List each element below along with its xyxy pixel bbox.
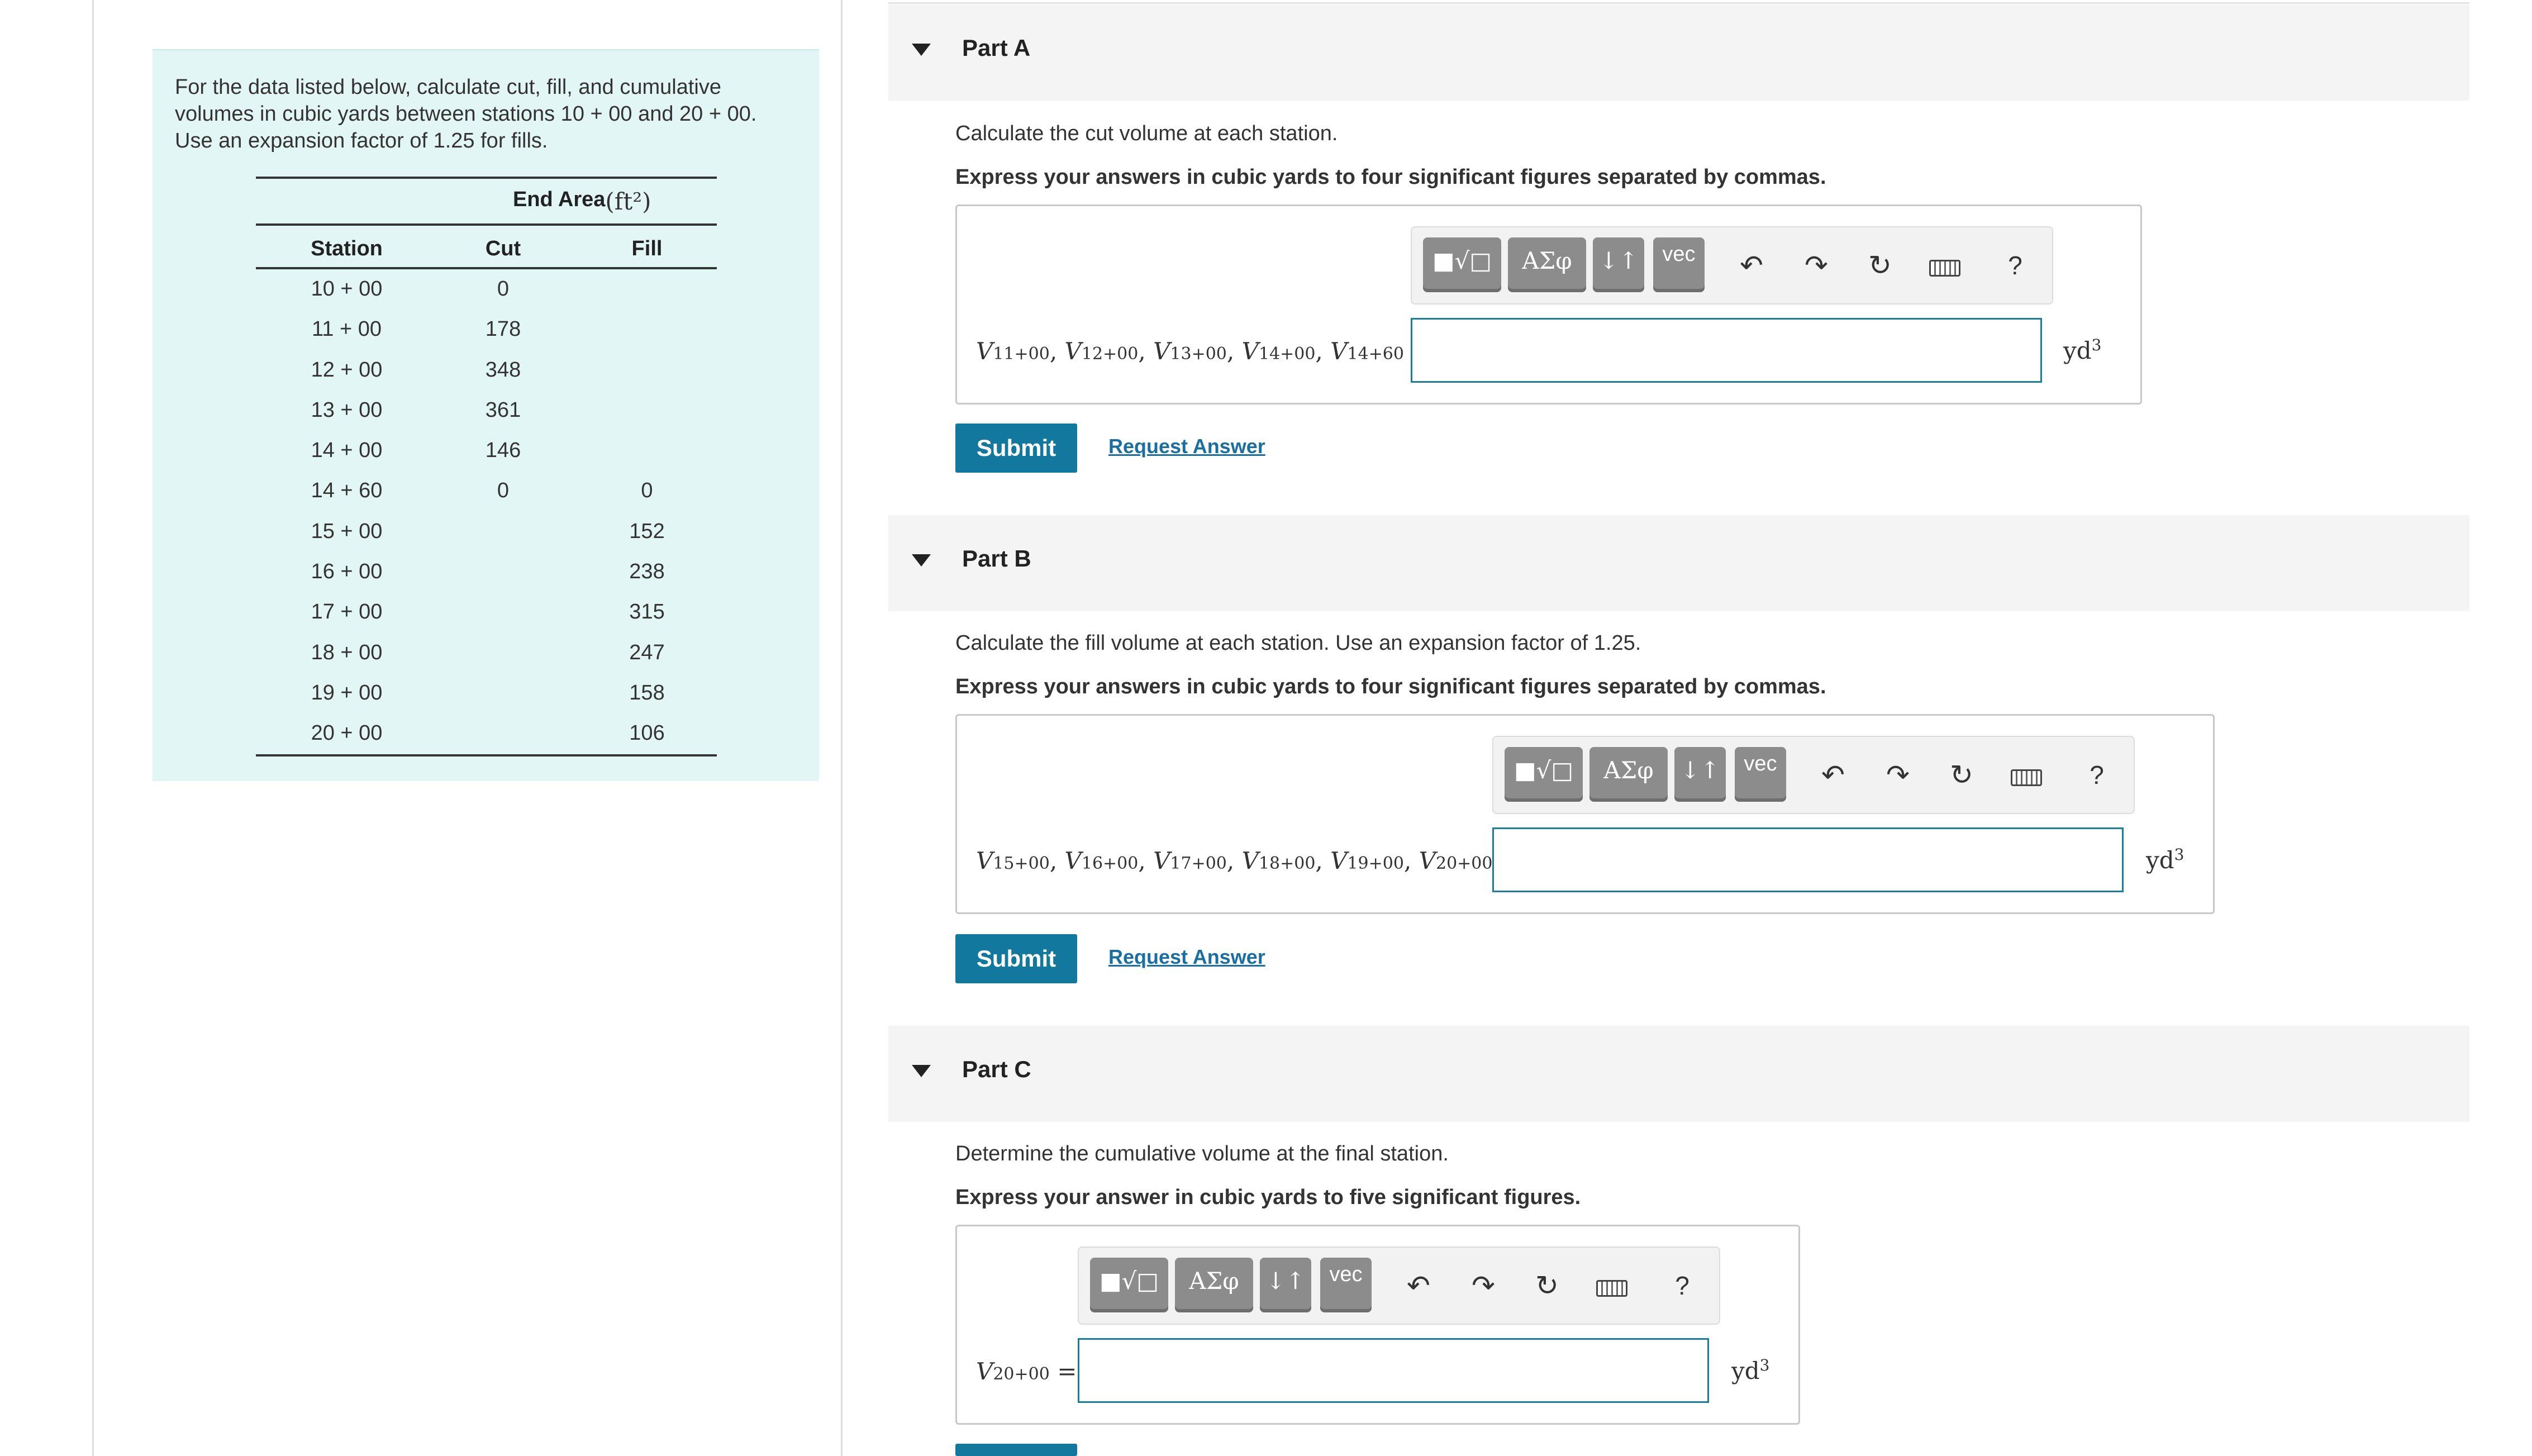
col-header-station: Station (311, 237, 383, 260)
fill-cell: 158 (629, 681, 665, 705)
table-row (256, 552, 717, 592)
top-rule (888, 2, 2469, 4)
station-cell: 11 + 00 (311, 317, 382, 341)
station-cell: 16 + 00 (311, 560, 383, 584)
table-body (256, 269, 717, 754)
part-a-title: Part A (962, 35, 1031, 61)
math-toolbar (1411, 226, 2053, 304)
collapse-triangle-icon[interactable] (912, 554, 931, 567)
part-c-answer-box (955, 1225, 1800, 1425)
station-cell: 10 + 00 (311, 277, 383, 301)
fill-cell: 315 (629, 600, 665, 624)
part-c-answer-input[interactable] (1078, 1338, 1709, 1403)
problem-intro (175, 74, 806, 154)
station-cell: 14 + 60 (311, 479, 383, 503)
greek-button[interactable]: ΑΣφ (1175, 1258, 1253, 1312)
part-c-instruction: Express your answer in cubic yards to five significant figures. (955, 1186, 1581, 1209)
station-cell: 18 + 00 (311, 640, 383, 664)
templates-button[interactable]: ■√□ (1090, 1258, 1168, 1312)
part-a-variable-label: V11+00, V12+00, V13+00, V14+00, V14+60 (976, 337, 1404, 365)
table-row (256, 471, 717, 511)
intro-line: Use an expansion factor of 1.25 for fills. (175, 129, 548, 153)
part-b-submit-button[interactable]: Submit (955, 934, 1077, 983)
part-b-title: Part B (962, 545, 1031, 572)
part-a-question: Calculate the cut volume at each station. (955, 122, 1338, 145)
end-area-table (256, 177, 717, 756)
templates-button[interactable]: ■√□ (1423, 237, 1501, 292)
part-a-request-answer-link[interactable]: Request Answer (1108, 435, 1265, 458)
vec-button[interactable]: vec (1653, 237, 1705, 292)
intro-line: For the data listed below, calculate cut, fill, and cumulative (175, 75, 721, 99)
station-cell: 14 + 00 (311, 439, 383, 463)
cut-cell: 348 (485, 358, 521, 382)
part-c-submit-button[interactable] (955, 1444, 1077, 1456)
part-c-variable-label: V20+00 = (976, 1358, 1077, 1385)
col-header-cut: Cut (485, 237, 521, 260)
part-c-header[interactable] (888, 1026, 2469, 1122)
end-area-unit: (ft²) (605, 188, 651, 215)
cut-cell: 361 (485, 398, 521, 422)
undo-icon[interactable]: ↶ (1821, 759, 1845, 791)
part-b-answer-box (955, 714, 2215, 914)
station-cell: 13 + 00 (311, 398, 383, 422)
part-b-header[interactable] (888, 515, 2469, 611)
fill-cell: 238 (629, 560, 665, 584)
help-icon[interactable]: ? (2008, 251, 2022, 280)
keyboard-icon[interactable] (2011, 769, 2042, 786)
fill-cell: 106 (629, 721, 665, 745)
part-a-header[interactable] (888, 4, 2469, 101)
station-cell: 20 + 00 (311, 721, 383, 745)
part-b-question: Calculate the fill volume at each station. Use an expansion factor of 1.25. (955, 631, 1641, 655)
part-b-answer-input[interactable] (1492, 827, 2124, 892)
part-b-variable-label: V15+00, V16+00, V17+00, V18+00, V19+00, V20+00 (976, 847, 1493, 874)
keyboard-icon[interactable] (1596, 1280, 1627, 1297)
part-b-request-answer-link[interactable]: Request Answer (1108, 945, 1265, 968)
part-c-unit: $yd^3$ (1731, 1356, 1770, 1384)
table-row (256, 391, 717, 431)
reset-icon[interactable]: ↻ (1950, 759, 1973, 791)
reset-icon[interactable]: ↻ (1868, 250, 1892, 281)
part-a-answer-input[interactable] (1411, 318, 2042, 383)
problem-statement (153, 49, 819, 781)
cut-cell: 0 (497, 277, 510, 301)
reset-icon[interactable]: ↻ (1535, 1270, 1559, 1301)
table-row (256, 310, 717, 350)
redo-icon[interactable]: ↷ (1886, 759, 1910, 791)
arrows-button[interactable]: ↓↑ (1674, 747, 1726, 802)
arrows-button[interactable]: ↓↑ (1260, 1258, 1311, 1312)
fill-cell: 0 (641, 479, 653, 503)
part-a-instruction: Express your answers in cubic yards to four significant figures separated by commas. (955, 165, 1826, 189)
greek-button[interactable]: ΑΣφ (1508, 237, 1586, 292)
cut-cell: 178 (485, 317, 521, 341)
fill-cell: 152 (629, 519, 665, 543)
undo-icon[interactable]: ↶ (1407, 1270, 1430, 1301)
math-toolbar (1492, 736, 2135, 814)
fill-cell: 247 (629, 640, 665, 664)
table-row (256, 673, 717, 713)
vec-button[interactable]: vec (1735, 747, 1786, 802)
help-icon[interactable]: ? (2090, 760, 2104, 789)
part-b-instruction: Express your answers in cubic yards to four significant figures separated by commas. (955, 675, 1826, 698)
table-row (256, 350, 717, 391)
table-row (256, 512, 717, 552)
part-c-question: Determine the cumulative volume at the final station. (955, 1142, 1449, 1165)
table-group-header (256, 177, 717, 226)
math-toolbar (1078, 1246, 1720, 1325)
table-column-headers (256, 226, 717, 269)
part-a-unit: $yd^3$ (2063, 336, 2102, 364)
cut-cell: 0 (497, 479, 510, 503)
intro-line: volumes in cubic yards between stations 10 + 00 and 20 + 00. (175, 102, 757, 126)
cut-cell: 146 (485, 439, 521, 463)
vec-button[interactable]: vec (1320, 1258, 1372, 1312)
part-a-answer-box (955, 204, 2142, 405)
collapse-triangle-icon[interactable] (912, 1065, 931, 1077)
arrows-button[interactable]: ↓↑ (1593, 237, 1644, 292)
table-row (256, 633, 717, 673)
col-header-fill: Fill (631, 237, 663, 260)
redo-icon[interactable]: ↷ (1805, 250, 1828, 281)
left-divider (92, 0, 94, 1456)
station-cell: 15 + 00 (311, 519, 383, 543)
part-c-title: Part C (962, 1056, 1031, 1082)
part-a-submit-button[interactable]: Submit (955, 424, 1077, 473)
part-b-unit: $yd^3$ (2146, 845, 2184, 874)
station-cell: 17 + 00 (311, 600, 383, 624)
redo-icon[interactable]: ↷ (1472, 1270, 1495, 1301)
undo-icon[interactable]: ↶ (1740, 250, 1763, 281)
station-cell: 19 + 00 (311, 681, 383, 705)
column-divider (841, 0, 843, 1456)
station-cell: 12 + 00 (311, 358, 383, 382)
table-row (256, 269, 717, 310)
table-bottom-rule (256, 754, 717, 756)
table-row (256, 431, 717, 471)
templates-button[interactable]: ■√□ (1505, 747, 1583, 802)
table-row (256, 713, 717, 754)
table-row (256, 592, 717, 632)
end-area-header: End Area (ft²) (513, 188, 651, 215)
keyboard-icon[interactable] (1929, 260, 1960, 277)
collapse-triangle-icon[interactable] (912, 44, 931, 56)
help-icon[interactable]: ? (1675, 1271, 1689, 1300)
greek-button[interactable]: ΑΣφ (1589, 747, 1668, 802)
